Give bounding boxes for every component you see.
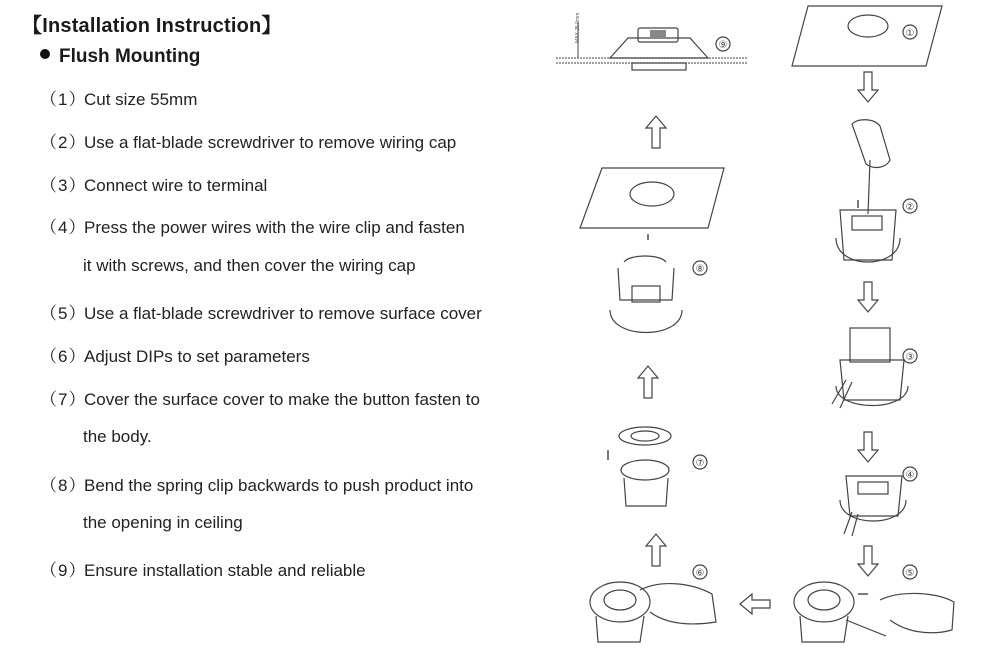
arrow-up-icon [638, 366, 658, 398]
label-7: ⑦ [695, 458, 705, 469]
step-text: Bend the spring clip backwards to push product into [84, 476, 474, 495]
step-number: （5） [40, 304, 87, 323]
step-number: （2） [40, 133, 87, 152]
step-4-continued: it with screws, and then cover the wiring cap [83, 256, 416, 275]
arrow-down-icon [858, 72, 878, 102]
step-text: Cut size 55mm [84, 90, 198, 109]
illustration-spring-clip [610, 256, 707, 333]
step-8-continued: the opening in ceiling [83, 513, 243, 532]
section-heading [40, 46, 200, 68]
step-7 [40, 385, 480, 410]
step-text: Cover the surface cover to make the button fasten to [84, 390, 480, 409]
arrow-down-icon [858, 546, 878, 576]
installation-diagram [540, 0, 981, 654]
step-3 [40, 171, 267, 196]
arrow-down-icon [858, 432, 878, 462]
illustration-wire-clip [840, 467, 917, 536]
label-6: ⑥ [695, 568, 705, 579]
step-7-continued: the body. [83, 427, 152, 446]
bullet-icon [40, 49, 50, 59]
step-number: （9） [40, 561, 87, 580]
step-text: Use a flat-blade screwdriver to remove surface cover [84, 304, 482, 323]
dimension-label: MAX 25.0mm [575, 12, 581, 43]
step-6 [40, 342, 310, 367]
step-text: Press the power wires with the wire clip and fasten [84, 218, 465, 237]
step-number: （6） [40, 347, 87, 366]
label-4: ④ [905, 470, 915, 481]
illustration-cut-hole [792, 6, 942, 66]
step-5 [40, 299, 482, 324]
label-3: ③ [905, 352, 915, 363]
step-text: Ensure installation stable and reliable [84, 561, 366, 580]
step-text: Use a flat-blade screwdriver to remove wiring cap [84, 133, 457, 152]
label-9: ⑨ [718, 40, 728, 51]
illustration-connect-wire [832, 328, 917, 408]
arrow-up-icon [646, 534, 666, 566]
illustration-surface-cover [608, 427, 707, 506]
step-number: （8） [40, 476, 87, 495]
arrow-down-icon [858, 282, 878, 312]
arrow-up-icon [646, 116, 666, 148]
illustration-remove-wiring-cap [836, 120, 917, 262]
illustration-ceiling-plate [580, 168, 724, 240]
step-1 [40, 85, 197, 110]
step-text: Connect wire to terminal [84, 176, 268, 195]
step-number: （4） [40, 218, 87, 237]
illustration-adjust-dips [590, 565, 716, 642]
label-1: ① [905, 28, 915, 39]
step-9 [40, 556, 366, 581]
step-8 [40, 471, 473, 496]
step-2 [40, 128, 456, 153]
page-title: 【Installation Instruction】 [22, 15, 282, 37]
label-2: ② [905, 202, 915, 213]
section-heading-text: Flush Mounting [59, 46, 201, 67]
arrow-left-icon [740, 594, 770, 614]
step-number: （7） [40, 390, 87, 409]
step-text: Adjust DIPs to set parameters [84, 347, 310, 366]
label-8: ⑧ [695, 264, 705, 275]
step-number: （1） [40, 90, 87, 109]
illustration-installed [556, 13, 748, 70]
label-5: ⑤ [905, 568, 915, 579]
illustration-remove-surface-cover [794, 565, 954, 642]
step-4 [40, 213, 465, 238]
step-number: （3） [40, 176, 87, 195]
